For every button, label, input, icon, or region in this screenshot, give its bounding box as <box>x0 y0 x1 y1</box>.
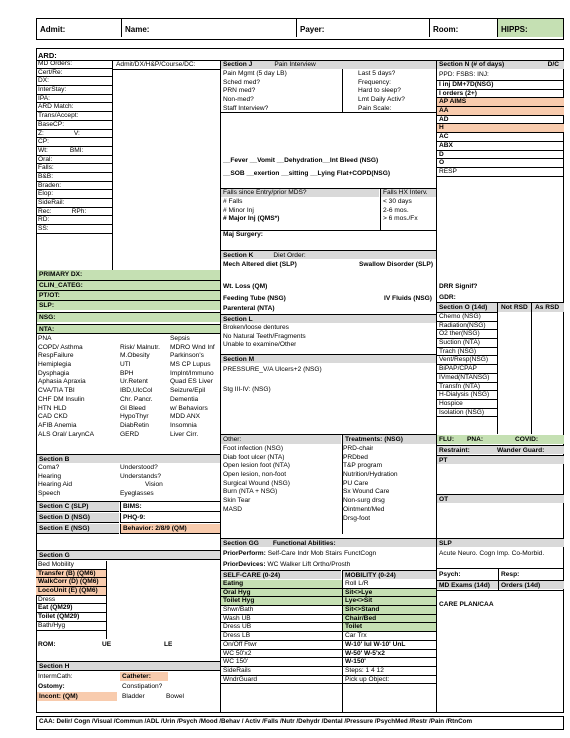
gg-ftwr[interactable]: On/Off Ftwr <box>221 641 342 650</box>
slp-items[interactable]: Acute Neuro. Cogn Imp. Co-Morbid. <box>439 550 545 557</box>
resp-field[interactable]: Resp: <box>501 571 520 578</box>
rec-rph-row[interactable]: Rec: RPh: <box>36 208 112 217</box>
constipation[interactable]: Constipation? <box>122 683 163 690</box>
bims-field[interactable]: BIMS: <box>120 502 220 512</box>
nta-row: CHF DM Insulin Chr. Pancr. Dementia <box>38 395 199 403</box>
gg-toilet-hyg[interactable]: Toilet Hyg <box>221 597 342 606</box>
section-o-list <box>437 312 497 417</box>
trans-accept[interactable]: Trans/Accept: <box>36 112 112 121</box>
gg-pickup[interactable]: Pick up Object: <box>343 676 436 685</box>
gg-sit-lye[interactable]: Sit<>Lye <box>343 589 436 598</box>
hipps-field[interactable]: HIPPS: <box>498 19 563 37</box>
nta-dx[interactable]: NTA: <box>37 324 220 334</box>
mds-worksheet <box>4 4 566 734</box>
gg-dress-lb[interactable]: Dress LB <box>221 632 342 641</box>
pressure-ulcers[interactable]: PRESSURE_V/A Ulcers+2 (NSG) <box>223 366 322 373</box>
code-resp[interactable]: RESP <box>437 168 564 177</box>
behavior-field[interactable]: Behavior: 2/8/9 (QM) <box>120 524 220 534</box>
pt-ot[interactable]: PT/OT: <box>37 290 220 300</box>
gg-wndrguard[interactable]: WndrGuard <box>221 676 342 685</box>
rom-label: ROM: <box>38 641 56 648</box>
gg-wc50[interactable]: WC 50'x2 <box>221 650 342 659</box>
o-radiation[interactable]: Radiation(NSG) <box>437 322 497 331</box>
stg-iii-iv[interactable]: Stg III-IV: (NSG) <box>223 386 271 393</box>
med-code-list <box>437 80 564 177</box>
pt-header: PT <box>437 455 564 464</box>
treatments-header: Treatments: (NSG) <box>343 435 436 444</box>
gg-w150[interactable]: W-150' <box>343 658 436 667</box>
mech-altered-diet[interactable]: Mech Altered diet (SLP) <box>223 261 297 268</box>
phq9-field[interactable]: PHQ-9: <box>120 513 220 523</box>
pain-table: Pain Mgmt (5 day LB) Last 5 days? Sched med? Frequency: PRN med? Hard to sleep? Non-med? Lmt Daily Activ? Staff Interview? Pain Scale: <box>223 70 405 112</box>
nta-row: RespFailure M.Obesity Parkinson's <box>38 352 204 360</box>
section-h-header: Section H <box>37 661 220 671</box>
nta-row: Aphasia Apraxia Ur.Retent Quad ES Liver <box>38 378 213 386</box>
slp-header: SLP <box>437 538 564 547</box>
ard-label: ARD: <box>38 51 57 60</box>
section-b-header: Section B <box>37 454 220 463</box>
code-d[interactable]: D <box>437 151 564 160</box>
section-l-header: Section L <box>221 314 436 323</box>
o-vent[interactable]: Vent/Resp(NSG) <box>437 356 497 365</box>
name-field[interactable]: Name: <box>122 19 297 37</box>
prior-perform[interactable]: PriorPerform: Self-Care Indr Mob Stairs FunctCogn <box>223 550 377 557</box>
bed-mobility[interactable]: Bed Mobility <box>36 561 106 570</box>
rd-row[interactable]: RD: <box>36 216 112 225</box>
ipa[interactable]: IPA: <box>36 95 112 104</box>
eat-g[interactable]: Eat (QM29) <box>36 604 106 613</box>
self-care-header: SELF-CARE (0-24) <box>221 570 341 579</box>
nsg-dx[interactable]: NSG: <box>37 312 220 322</box>
vaccine-row[interactable]: FLU: PNA: COVID: <box>437 435 564 444</box>
iv-fluids[interactable]: IV Fluids (NSG) <box>384 295 432 302</box>
gg-roll[interactable]: Roll L/R <box>343 580 436 589</box>
code-o[interactable]: O <box>437 159 564 168</box>
falls-header: Falls since Entry/prior MDS? <box>221 189 379 197</box>
falls-row[interactable]: Falls: <box>36 164 112 173</box>
section-m-header: Section M <box>221 354 436 363</box>
cert-re[interactable]: Cert/Re: <box>36 69 112 78</box>
o-bipap[interactable]: BiPAP/CPAP <box>437 365 497 374</box>
ot-header: OT <box>437 494 564 503</box>
code-h[interactable]: H <box>437 124 564 133</box>
section-n-header: Section N (# of days) D/C <box>437 61 564 69</box>
section-l-list: Broken/loose dentures No Natural Teeth/Fragments Unable to examine/Other <box>223 324 306 349</box>
o-suction[interactable]: Suction (NTA) <box>437 339 497 348</box>
slp-dx[interactable]: SLP: <box>37 300 220 310</box>
prior-devices[interactable]: PriorDevices: WC Walker Lift Ortho/Prosth <box>223 561 351 568</box>
self-care-list <box>221 580 342 684</box>
parenteral[interactable]: Parenteral (NTA) <box>223 305 275 312</box>
section-g-header: Section G <box>37 550 220 560</box>
gg-lye-sit[interactable]: Lye<>Sit <box>343 597 436 606</box>
nta-row: CVA/TIA TBI IBD,UlcCol Seizure/Epil <box>38 387 206 395</box>
gg-car-trx[interactable]: Car Trx <box>343 632 436 641</box>
rom-ue[interactable]: UE <box>102 641 112 648</box>
mobility-list <box>343 580 436 684</box>
nta-row: COPD/ Asthma Risk/ Malnutr. MDRO Wnd Inf <box>38 343 215 351</box>
wt-bmi-row[interactable]: Wt: BMI: <box>36 147 112 156</box>
o-isolation[interactable]: Isolation (NSG) <box>437 409 497 418</box>
primary-dx[interactable]: PRIMARY DX: <box>37 270 220 280</box>
other-header: Other: <box>221 435 341 444</box>
restraint-row[interactable]: Restraint: Wander Guard: <box>437 445 564 454</box>
fever-line[interactable]: __Fever __Vomit __Dehydration__Int Bleed (NSG) <box>223 157 379 164</box>
section-g-list <box>36 561 106 631</box>
admit-field[interactable]: Admit: <box>37 19 122 37</box>
incont-field[interactable]: Incont: (QM) <box>37 692 117 701</box>
nta-row: HTN HLD GI Bleed w/ Behaviors <box>38 404 208 412</box>
gg-wash-ub[interactable]: Wash UB <box>221 615 342 624</box>
oral-row[interactable]: Oral: <box>36 156 112 165</box>
section-gg-header: Section GG Functional Abilities: <box>221 538 436 547</box>
section-b-list: Coma? Understood? Hearing Understands? Hearing Aid Vision Speech Eyeglasses <box>38 464 163 498</box>
dress-g[interactable]: Dress <box>36 596 106 605</box>
feeding-tube[interactable]: Feeding Tube (NSG) <box>223 295 286 302</box>
interstay[interactable]: InterStay: <box>36 86 112 95</box>
gg-oral-hyg[interactable]: Oral Hyg <box>221 589 342 598</box>
mobility-header: MOBILITY (0-24) <box>343 570 436 579</box>
ostomy[interactable]: Ostomy: <box>38 683 65 690</box>
basecp[interactable]: BaseCP: <box>36 121 112 130</box>
braden-row[interactable]: Braden: <box>36 182 112 191</box>
gg-dress-ub[interactable]: Dress UB <box>221 623 342 632</box>
o-trach[interactable]: Trach (NSG) <box>437 348 497 357</box>
falls-table: # Falls < 30 days # Minor Inj 2-6 mos. # Major Inj (QMS*) > 6 mos./Fx <box>223 198 418 223</box>
code-ad[interactable]: AD <box>437 116 564 125</box>
nta-row: PNA Sepsis <box>38 335 190 342</box>
code-abx[interactable]: ABX <box>437 142 564 151</box>
bath-hyg[interactable]: Bath/Hyg <box>36 622 106 631</box>
orders-2plus[interactable]: I orders (2+) <box>437 90 564 99</box>
inj-dm[interactable]: I inj DM+7D(NSG) <box>437 81 564 90</box>
payer-field[interactable]: Payer: <box>297 19 430 37</box>
gg-toilet-trx[interactable]: Toilet <box>343 623 436 632</box>
admit-dx-label: Admit/DX/H&P/Course/DC: <box>116 61 196 68</box>
o-ivmed[interactable]: IVmed(NTANSG) <box>437 374 497 383</box>
room-field[interactable]: Room: <box>430 19 498 37</box>
cp-row[interactable]: CP: <box>36 138 112 147</box>
dx-field[interactable]: DX: <box>36 77 112 86</box>
z-v-row[interactable]: Z: V: <box>36 130 112 139</box>
gg-w10[interactable]: W-10' Iul W-10' UnL <box>343 641 436 650</box>
md-orders[interactable]: MD Orders: <box>36 60 112 69</box>
nta-row: ALS Oral/ LarynCA GERD Liver Cirr. <box>38 430 199 438</box>
gg-eating[interactable]: Eating <box>221 580 342 589</box>
nta-row: AFIB Anemia DiabRetin Insomnia <box>38 421 197 429</box>
drr-signif[interactable]: DRR Signif? <box>439 283 478 290</box>
bladder[interactable]: Bladder <box>122 693 145 700</box>
section-o-header: Section O (14d) Not RSD As RSD <box>437 303 564 312</box>
locounit-e[interactable]: LocoUnit (E) (QM6) <box>36 587 106 596</box>
psych-field[interactable]: Psych: <box>439 571 461 578</box>
gg-sit-stand[interactable]: Sit<>Stand <box>343 606 436 615</box>
clin-categ[interactable]: CLIN_CATEG: <box>37 280 220 290</box>
ss-row[interactable]: SS: <box>36 225 112 234</box>
nta-row: Dysphagia BPH Implnt/Immuno <box>38 369 214 377</box>
walkcorr-d[interactable]: WalkCorr (D) (QM6) <box>36 578 106 587</box>
o-o2[interactable]: O2 ther(NSG) <box>437 330 497 339</box>
bowel[interactable]: Bowel <box>166 693 184 700</box>
gg-chair-bed[interactable]: Chair/Bed <box>343 615 436 624</box>
code-ap-aims[interactable]: AP AIMS <box>437 98 564 107</box>
ppd-row[interactable]: PPD: FSBS: INJ: <box>439 71 489 78</box>
rom-le[interactable]: LE <box>164 641 173 648</box>
care-plan-caa[interactable]: CARE PLAN/CAA <box>439 601 494 608</box>
bb-row[interactable]: B&B: <box>36 173 112 182</box>
section-d: Section D (NSG) <box>37 513 119 523</box>
orders-14d[interactable]: Orders (14d) <box>499 580 564 589</box>
code-ac[interactable]: AC <box>437 133 564 142</box>
gg-w50[interactable]: W-50' W-5'x2 <box>343 650 436 659</box>
gdr-field[interactable]: GDR: <box>439 294 456 301</box>
o-hospice[interactable]: Hospice <box>437 400 497 409</box>
toilet-g[interactable]: Toilet (QM29) <box>36 613 106 622</box>
gg-steps[interactable]: Steps: 1 4 12 <box>343 667 436 676</box>
nta-row: CAD CKD HypoThyr MDD ANX <box>38 413 201 421</box>
sob-line[interactable]: __SOB __exertion __sitting __Lying Flat+COPD(NSG) <box>223 170 391 177</box>
nta-condition-list <box>38 335 220 439</box>
o-transfn[interactable]: Transfn (NTA) <box>437 383 497 392</box>
catheter-field[interactable]: Catheter: <box>120 672 168 681</box>
code-aa[interactable]: AA <box>437 107 564 116</box>
siderail-row[interactable]: SideRail: <box>36 199 112 208</box>
caa-list[interactable]: CAA: Delir/ Cogn /Visual /Commun /ADL /Urin /Psych /Mood /Behav / Activ /Falls /Nutr /Dehydr /Dental /Pressure /PsychMed /Restr /Pain /RtnCom <box>39 718 473 725</box>
section-e: Section E (NSG) <box>37 524 119 534</box>
md-exams[interactable]: MD Exams (14d) <box>437 580 498 589</box>
falls-hx: Falls HX Interv. <box>381 189 436 197</box>
other-treatments-table: Foot infection (NSG) PRD-chair Diab foot ulcer (NTA) PRDbed Open lesion foot (NTA) T&P program Open lesion, non-foot Nutrition/Hydration Surgical Wound (NSG) PU Care Burn (NTA + NSG) Sx Wound Care Skin Tear Non-surg drsg MASD Ointment/Med Drsg-foot <box>223 445 398 522</box>
ard-match[interactable]: ARD Match: <box>36 103 112 112</box>
wt-loss[interactable]: Wt. Loss (QM) <box>223 283 268 290</box>
section-c: Section C (SLP) <box>37 502 119 512</box>
transfer-b[interactable]: Transfer (B) (QM6) <box>36 570 106 579</box>
swallow-disorder[interactable]: Swallow Disorder (SLP) <box>359 261 434 268</box>
gg-siderails[interactable]: SideRails <box>221 667 342 676</box>
elop-row[interactable]: Elop: <box>36 190 112 199</box>
section-k-header: Section K Diet Order: <box>221 250 436 259</box>
intermcath[interactable]: IntermCath: <box>38 673 73 680</box>
gg-shower[interactable]: Shwr/Bath <box>221 606 342 615</box>
o-dialysis[interactable]: H-Dialysis (NSG) <box>437 391 497 400</box>
o-chemo[interactable]: Chemo (NSG) <box>437 313 497 322</box>
maj-surgery[interactable]: Maj Surgery: <box>223 231 263 238</box>
gg-wc150[interactable]: WC 150' <box>221 658 342 667</box>
header-bar <box>36 18 564 40</box>
nta-row: Hemiplegia UTI MS CP Lupus <box>38 361 211 369</box>
section-j-header: Section J Pain Interview <box>221 61 436 69</box>
left-info-rows <box>36 60 112 234</box>
